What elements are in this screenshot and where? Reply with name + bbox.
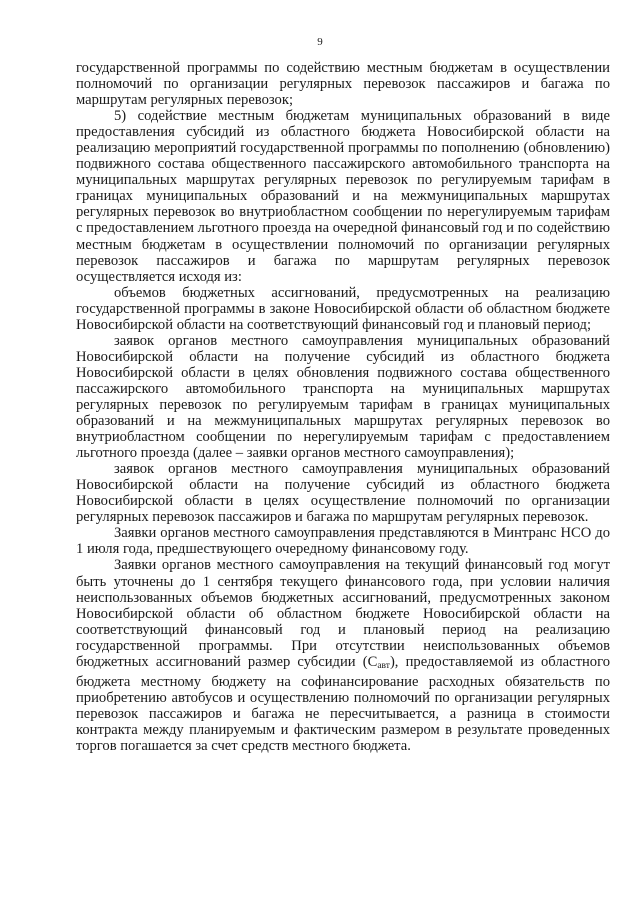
subsidy-subscript: авт xyxy=(377,660,390,671)
paragraph-submission-deadline: Заявки органов местного самоуправления представляются в Минтранс НСО до 1 июля года, предшествующего очередному финансовому году. xyxy=(76,525,610,558)
paragraph-applications-transport-powers: заявок органов местного самоуправления муниципальных образований Новосибирской области на получение субсидий из областного бюджета Новосибирской области в целях осуществление полномочий по организации регулярных перевозок пассажиров и багажа по маршрутам регулярных перевозок. xyxy=(76,461,610,526)
clarification-text-end: ), предоставляемой из областного бюджета местному бюджету на софинансирование расходных обязательств по приобретению автобусов и осуществлению полномочий по организации регулярных перевозок пассажиров и багажа не пересчитывается, а разница в стоимости контракта между планируемым и фактическим размером в результате проведенных торгов погашается за счет средств местного бюджета. xyxy=(76,653,610,754)
paragraph-continuation: государственной программы по содействию местным бюджетам в осуществлении полномочий по организации регулярных перевозок пассажиров и багажа по маршрутам регулярных перевозок; xyxy=(76,60,610,109)
paragraph-clarification xyxy=(76,557,610,754)
paragraph-budget-volumes: объемов бюджетных ассигнований, предусмотренных на реализацию государственной программы в законе Новосибирской области об областном бюджете Новосибирской области на соответствующий финансовый год и плановый период; xyxy=(76,284,610,333)
paragraph-applications-rolling-stock: заявок органов местного самоуправления муниципальных образований Новосибирской области на получение субсидий из областного бюджета Новосибирской области в целях обновления подвижного состава общественного пассажирского автомобильного транспорта на муниципальных маршрутах регулярных перевозок по регулируемым тарифам в границах муниципальных образований и на межмуниципальных маршрутах регулярных перевозок во внутриобластном сообщении по нерегулируемым тарифам с предоставлением льготного проезда (далее – заявки органов местного самоуправления); xyxy=(76,332,610,462)
clarification-text-start: Заявки органов местного самоуправления на текущий финансовый год могут быть уточнены до 1 сентября текущего финансового года, при условии наличия неиспользованных объемов бюджетных ассигнований, предусмотренных законом Новосибирской области об областном бюджете Новосибирской области на соответствующий финансовый год и плановый период на реализацию государственной программы. При отсутствии неиспользованных объемов бюджетных ассигнований размер субсидии (С xyxy=(76,557,610,670)
page-number: 9 xyxy=(317,36,323,48)
paragraph-item-5: 5) содействие местным бюджетам муниципальных образований в виде предоставления субсидий из областного бюджета Новосибирской области на реализацию мероприятий государственной программы по пополнению (обновлению) подвижного состава общественного пассажирского автомобильного транспорта на муниципальных маршрутах регулярных перевозок по регулируемым тарифам в границах муниципальных образований и на межмуниципальных маршрутах регулярных перевозок во внутриобластном сообщении по нерегулируемым тарифам с предоставлением льготного проезда на очередной финансовый год и по содействию местным бюджетам в осуществлении полномочий по организации регулярных перевозок пассажиров и багажа по маршрутам регулярных перевозок осуществляется исходя из: xyxy=(76,108,610,285)
document-body xyxy=(76,60,610,754)
